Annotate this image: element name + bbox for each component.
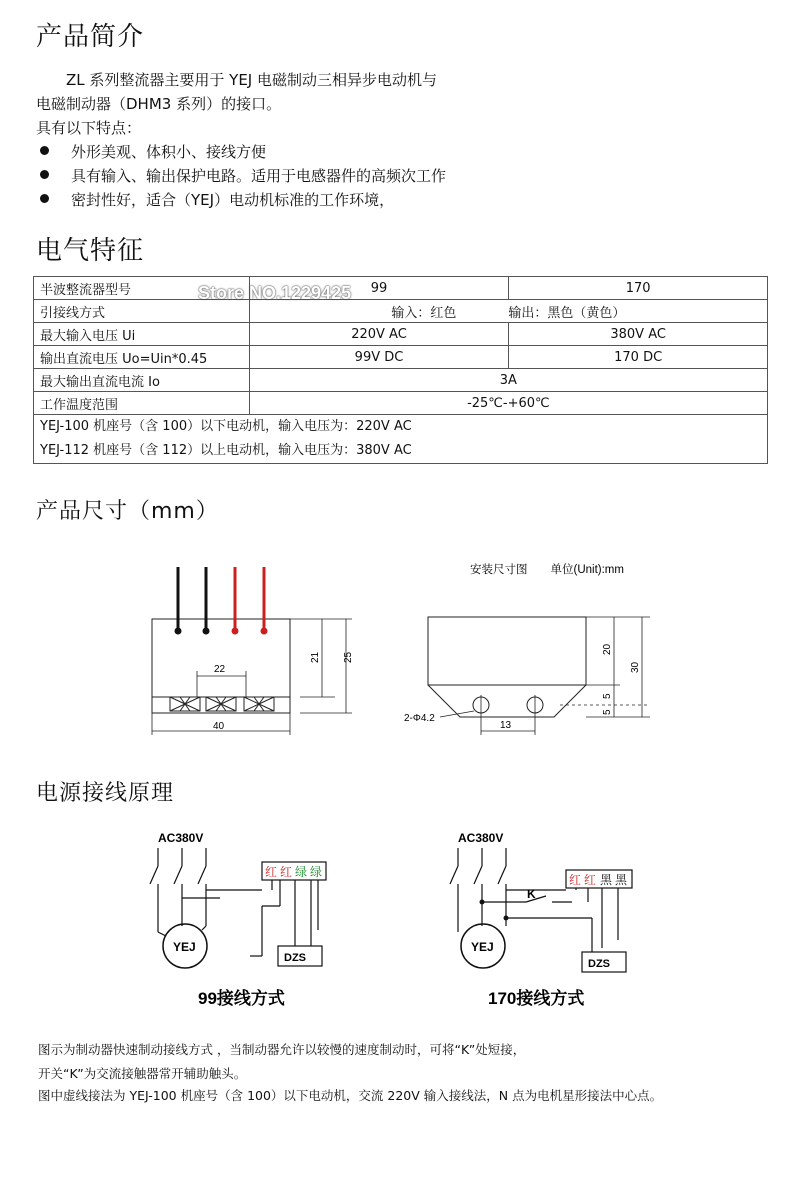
dimensions-title: 产品尺寸（mm） [36, 499, 219, 524]
electrical-title: 电气特征 [36, 236, 145, 266]
cell-170: 380V AC [509, 323, 768, 346]
junction-dot-icon [504, 916, 509, 921]
intro-para-line1: ZL 系列整流器主要用于 YEJ 电磁制动三相异步电动机与 [66, 71, 438, 89]
terminal-170-4: 黑 [615, 873, 628, 887]
footer-line-2: YEJ-112 机座号（含 112）以上电动机，输入电压为：380V AC [40, 443, 412, 458]
bullet-dot-icon [40, 194, 49, 203]
terminal-99-3: 绿 [295, 865, 308, 879]
caption-170: 170接线方式 [488, 989, 585, 1008]
table-row [34, 277, 768, 300]
feature-text: 外形美观、体积小、接线方便 [71, 143, 267, 161]
table-row [34, 392, 768, 415]
table-footer-cell [34, 415, 768, 464]
caption-99: 99接线方式 [198, 989, 285, 1008]
wiring-title: 电源接线原理 [36, 781, 175, 806]
row-label: 工作温度范围 [34, 392, 250, 415]
dim-right-spacing: 13 [500, 720, 512, 731]
row-label: 最大输入电压 Ui [34, 323, 250, 346]
dim-holes: 2-Φ4.2 [404, 713, 435, 724]
cell-170: 170 DC [509, 346, 768, 369]
rectifier-front-view [152, 567, 352, 735]
cell-99: 220V AC [249, 323, 509, 346]
dim-right-h2: 30 [630, 661, 641, 673]
dim-right-s1: 5 [602, 693, 613, 699]
dim-right-h1: 20 [602, 643, 613, 655]
bullet-dot-icon [40, 146, 49, 155]
brake-label-99: DZS [284, 952, 306, 964]
cell-99: 99V DC [249, 346, 509, 369]
electrical-spec-table [33, 276, 768, 464]
table-row [34, 369, 768, 392]
cell-170: 170 [509, 277, 768, 300]
terminal-170-2: 红 [584, 873, 597, 887]
rectifier-mount-view [428, 617, 650, 735]
dim-right-s2: 5 [602, 709, 613, 715]
dim-h1: 21 [310, 651, 321, 663]
cell-merged: -25℃-+60℃ [249, 392, 767, 415]
bullet-dot-icon [40, 170, 49, 179]
motor-label-99: YEJ [173, 940, 196, 954]
motor-label-170: YEJ [471, 940, 494, 954]
cell-merged: 输入：红色 输出：黑色（黄色） [249, 300, 767, 323]
brake-label-170: DZS [588, 958, 610, 970]
dimensions-caption: 安装尺寸图 单位(Unit):mm [470, 564, 624, 576]
footer-line-1: YEJ-100 机座号（含 100）以下电动机，输入电压为：220V AC [40, 419, 412, 434]
terminal-99-2: 红 [280, 865, 293, 879]
feature-bullet-2 [40, 164, 446, 188]
terminal-170-3: 黑 [600, 873, 613, 887]
dim-h2: 25 [343, 651, 354, 663]
row-label: 半波整流器型号 [34, 277, 250, 300]
table-row [34, 415, 768, 464]
features-label: 具有以下特点： [36, 119, 142, 137]
cell-99: 99 [249, 277, 509, 300]
row-label: 输出直流电压 Uo=Uin*0.45 [34, 346, 250, 369]
switch-label-170: K [527, 887, 536, 901]
wiring-note-3: 图中虚线接法为 YEJ-100 机座号（含 100）以下电动机，交流 220V 输入接线法，N 点为电机星形接法中心点。 [38, 1088, 663, 1103]
feature-bullet-1 [40, 140, 266, 164]
terminal-99-4: 绿 [310, 865, 323, 879]
intro-para-line2: 电磁制动器（DHM3 系列）的接口。 [36, 95, 282, 113]
dim-inner: 22 [214, 664, 226, 675]
wiring-diagrams [0, 822, 800, 1017]
table-row [34, 323, 768, 346]
terminal-170-1: 红 [569, 873, 582, 887]
row-label: 引接线方式 [34, 300, 250, 323]
junction-dot-icon [480, 900, 485, 905]
supply-label-170: AC380V [458, 831, 504, 845]
table-row [34, 300, 768, 323]
feature-text: 密封性好，适合（YEJ）电动机标准的工作环境， [71, 191, 395, 209]
feature-bullet-3 [40, 188, 394, 212]
feature-text: 具有输入、输出保护电路。适用于电感器件的高频次工作 [71, 167, 447, 185]
supply-label-99: AC380V [158, 831, 204, 845]
store-watermark: Store NO.1229425 [198, 283, 352, 303]
row-label: 最大输出直流电流 Io [34, 369, 250, 392]
terminal-99-1: 红 [265, 865, 278, 879]
intro-title: 产品简介 [36, 22, 145, 52]
cell-merged: 3A [249, 369, 767, 392]
table-row [34, 346, 768, 369]
dimensions-drawing [0, 545, 800, 745]
wiring-note-2: 开关“K”为交流接触器常开辅助触头。 [38, 1066, 247, 1081]
wiring-note-1: 图示为制动器快速制动接线方式 ，当制动器允许以较慢的速度制动时，可将“K”处短接， [38, 1042, 526, 1057]
dim-width: 40 [213, 721, 225, 732]
